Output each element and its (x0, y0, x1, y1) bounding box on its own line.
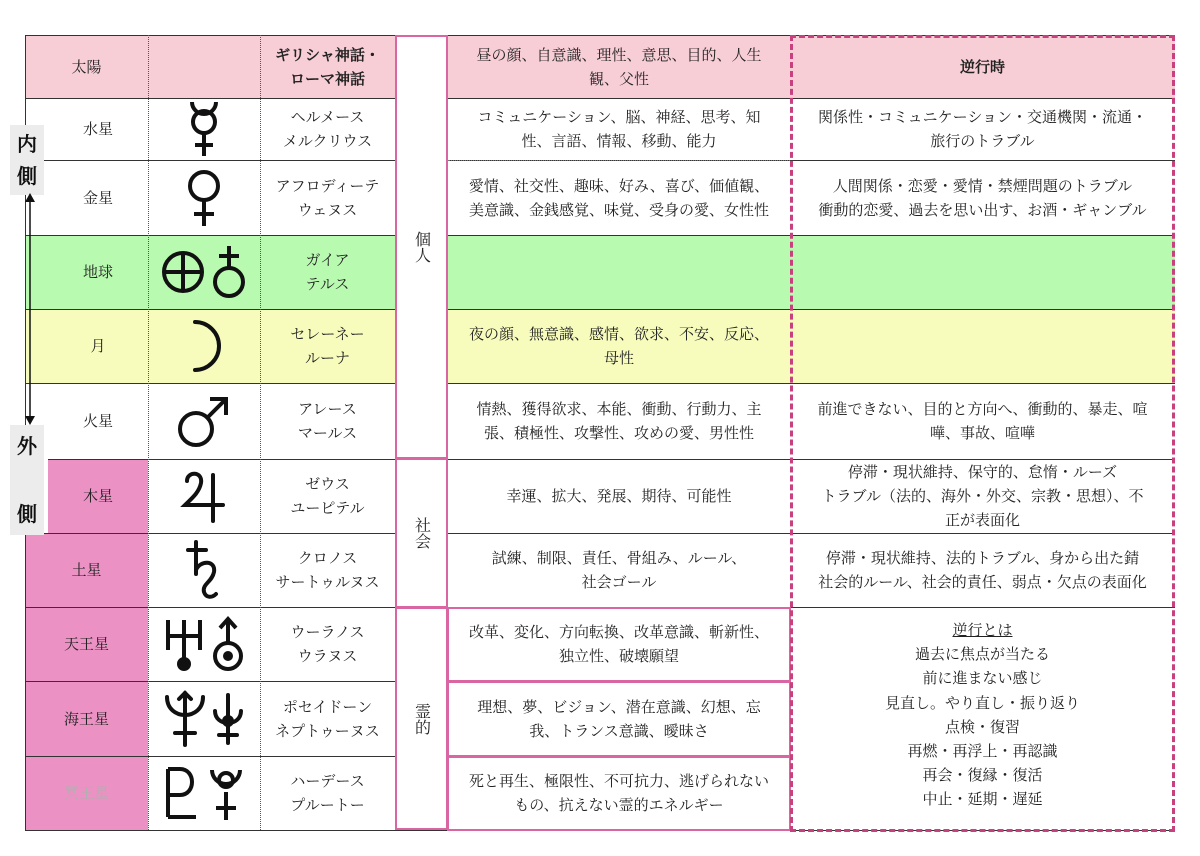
myth-mercury: ヘルメース メルクリウス (282, 108, 373, 150)
retro-saturn: 停滞・現状維持、法的トラブル、身から出た錆 社会的ルール、社会的責任、弱点・欠点の表面化 (818, 549, 1147, 591)
pluto-orb-icon (206, 764, 246, 822)
myth-neptune: ポセイドーン ネプトゥーヌス (275, 697, 380, 740)
mars-icon (148, 383, 260, 459)
group-personal: 個人 (395, 35, 448, 459)
pluto-pl-icon (162, 765, 200, 821)
retro-about-line: 前に進まない感じ (922, 669, 1043, 688)
retro-about-line: 見直し。やり直し・振り返り (884, 693, 1080, 712)
meaning-moon: 夜の顔、無意識、感情、欲求、不安、反応、 母性 (468, 325, 769, 367)
uranus-h-icon (162, 616, 206, 672)
planet-name-saturn: 土星 (71, 561, 102, 579)
retro-about-title: 逆行とは (952, 621, 1013, 639)
neptune-trident-icon (163, 691, 207, 747)
inner-outer-arrow-icon (20, 193, 40, 425)
retro-about-line: 点検・復習 (944, 717, 1020, 736)
moon-icon (148, 309, 260, 383)
planet-name-moon: 月 (90, 337, 106, 355)
neptune-alt-icon (211, 691, 245, 747)
planet-name-pluto: 冥王星 (63, 784, 109, 802)
retro-jupiter: 停滞・現状維持、保守的、怠惰・ルーズ トラブル（法的、海外・外交、宗教・思想）、不 正が表面化 (821, 463, 1144, 529)
meaning-saturn: 試練、制限、責任、骨組み、ルール、 社会ゴール (491, 549, 747, 591)
planet-name-jupiter: 木星 (82, 487, 113, 505)
myth-pluto: ハーデース プルートー (290, 772, 365, 814)
retro-mars: 前進できない、目的と方向へ、衝動的、暴走、喧 嘩、事故、喧嘩 (817, 400, 1148, 442)
planet-name-uranus: 天王星 (63, 635, 109, 653)
myth-uranus: ウーラノス ウラヌス (290, 623, 365, 665)
myth-venus: アフロディーテ ウェヌス (275, 176, 380, 219)
planet-name-mercury: 水星 (82, 120, 113, 138)
myth-jupiter: ゼウス ユーピテル (290, 475, 365, 517)
myth-moon: セレーネー ルーナ (290, 325, 365, 367)
uranus-orb-icon (210, 616, 246, 672)
earth-cross-icon (161, 250, 205, 294)
meaning-uranus: 改革、変化、方向転換、改革意識、斬新性、 独立性、破壊願望 (468, 623, 769, 665)
earth-orb-icon (211, 244, 247, 300)
header-retro: 逆行時 (959, 57, 1005, 76)
jupiter-icon (148, 459, 260, 533)
neptune-icons (148, 681, 260, 756)
myth-earth: ガイア テルス (305, 251, 350, 293)
myth-saturn: クロノス サートゥルヌス (275, 549, 380, 591)
retro-about-line: 過去に焦点が当たる (914, 645, 1050, 664)
header-meaning: 昼の顔、自意識、理性、意思、目的、人生 観、父性 (476, 45, 762, 88)
meaning-venus: 愛情、社交性、趣味、好み、喜び、価値観、 美意識、金銭感覚、味覚、受身の愛、女性性 (468, 176, 770, 219)
planet-name-mars: 火星 (82, 412, 113, 430)
retro-about-line: 再燃・再浮上・再認識 (907, 742, 1058, 761)
header-myth: ギリシャ神話・ ローマ神話 (275, 45, 380, 88)
outer-side-label: 外 側 (10, 425, 44, 535)
saturn-icon (148, 533, 260, 607)
meaning-pluto: 死と再生、極限性、不可抗力、逃げられない もの、抗えない霊的エネルギー (468, 772, 769, 814)
meaning-mars: 情熱、獲得欲求、本能、衝動、行動力、主 張、積極性、攻撃性、攻めの愛、男性性 (476, 400, 762, 442)
retro-about-line: 再会・復縁・復活 (922, 766, 1043, 785)
group-spiritual: 霊的 (395, 607, 448, 830)
myth-mars: アレース マールス (297, 400, 358, 442)
meaning-jupiter: 幸運、拡大、発展、期待、可能性 (506, 487, 732, 505)
uranus-icons (148, 607, 260, 681)
meaning-neptune: 理想、夢、ビジョン、潜在意識、幻想、忘 我、トランス意識、曖昧さ (477, 697, 761, 740)
planet-name-earth: 地球 (82, 263, 113, 281)
earth-icons (148, 235, 260, 309)
retro-about (790, 618, 1175, 812)
pluto-icons (148, 756, 260, 830)
meaning-mercury: コミュニケーション、脳、神経、思考、知 性、言語、情報、移動、能力 (477, 108, 761, 150)
planet-name-neptune: 海王星 (63, 709, 109, 728)
mercury-icon (148, 98, 260, 160)
inner-side-label: 内 側 (10, 125, 44, 195)
retro-venus: 人間関係・恋愛・愛情・禁煙問題のトラブル 衝動的恋愛、過去を思い出す、お酒・ギャンブル (818, 176, 1147, 219)
planet-name-venus: 金星 (82, 188, 113, 207)
retro-mercury: 関係性・コミュニケーション・交通機関・流通・ 旅行のトラブル (817, 108, 1148, 150)
header-sun: 太陽 (71, 57, 102, 76)
retro-about-line: 中止・延期・遅延 (922, 790, 1043, 809)
venus-icon (148, 160, 260, 235)
group-social: 社会 (395, 458, 448, 608)
